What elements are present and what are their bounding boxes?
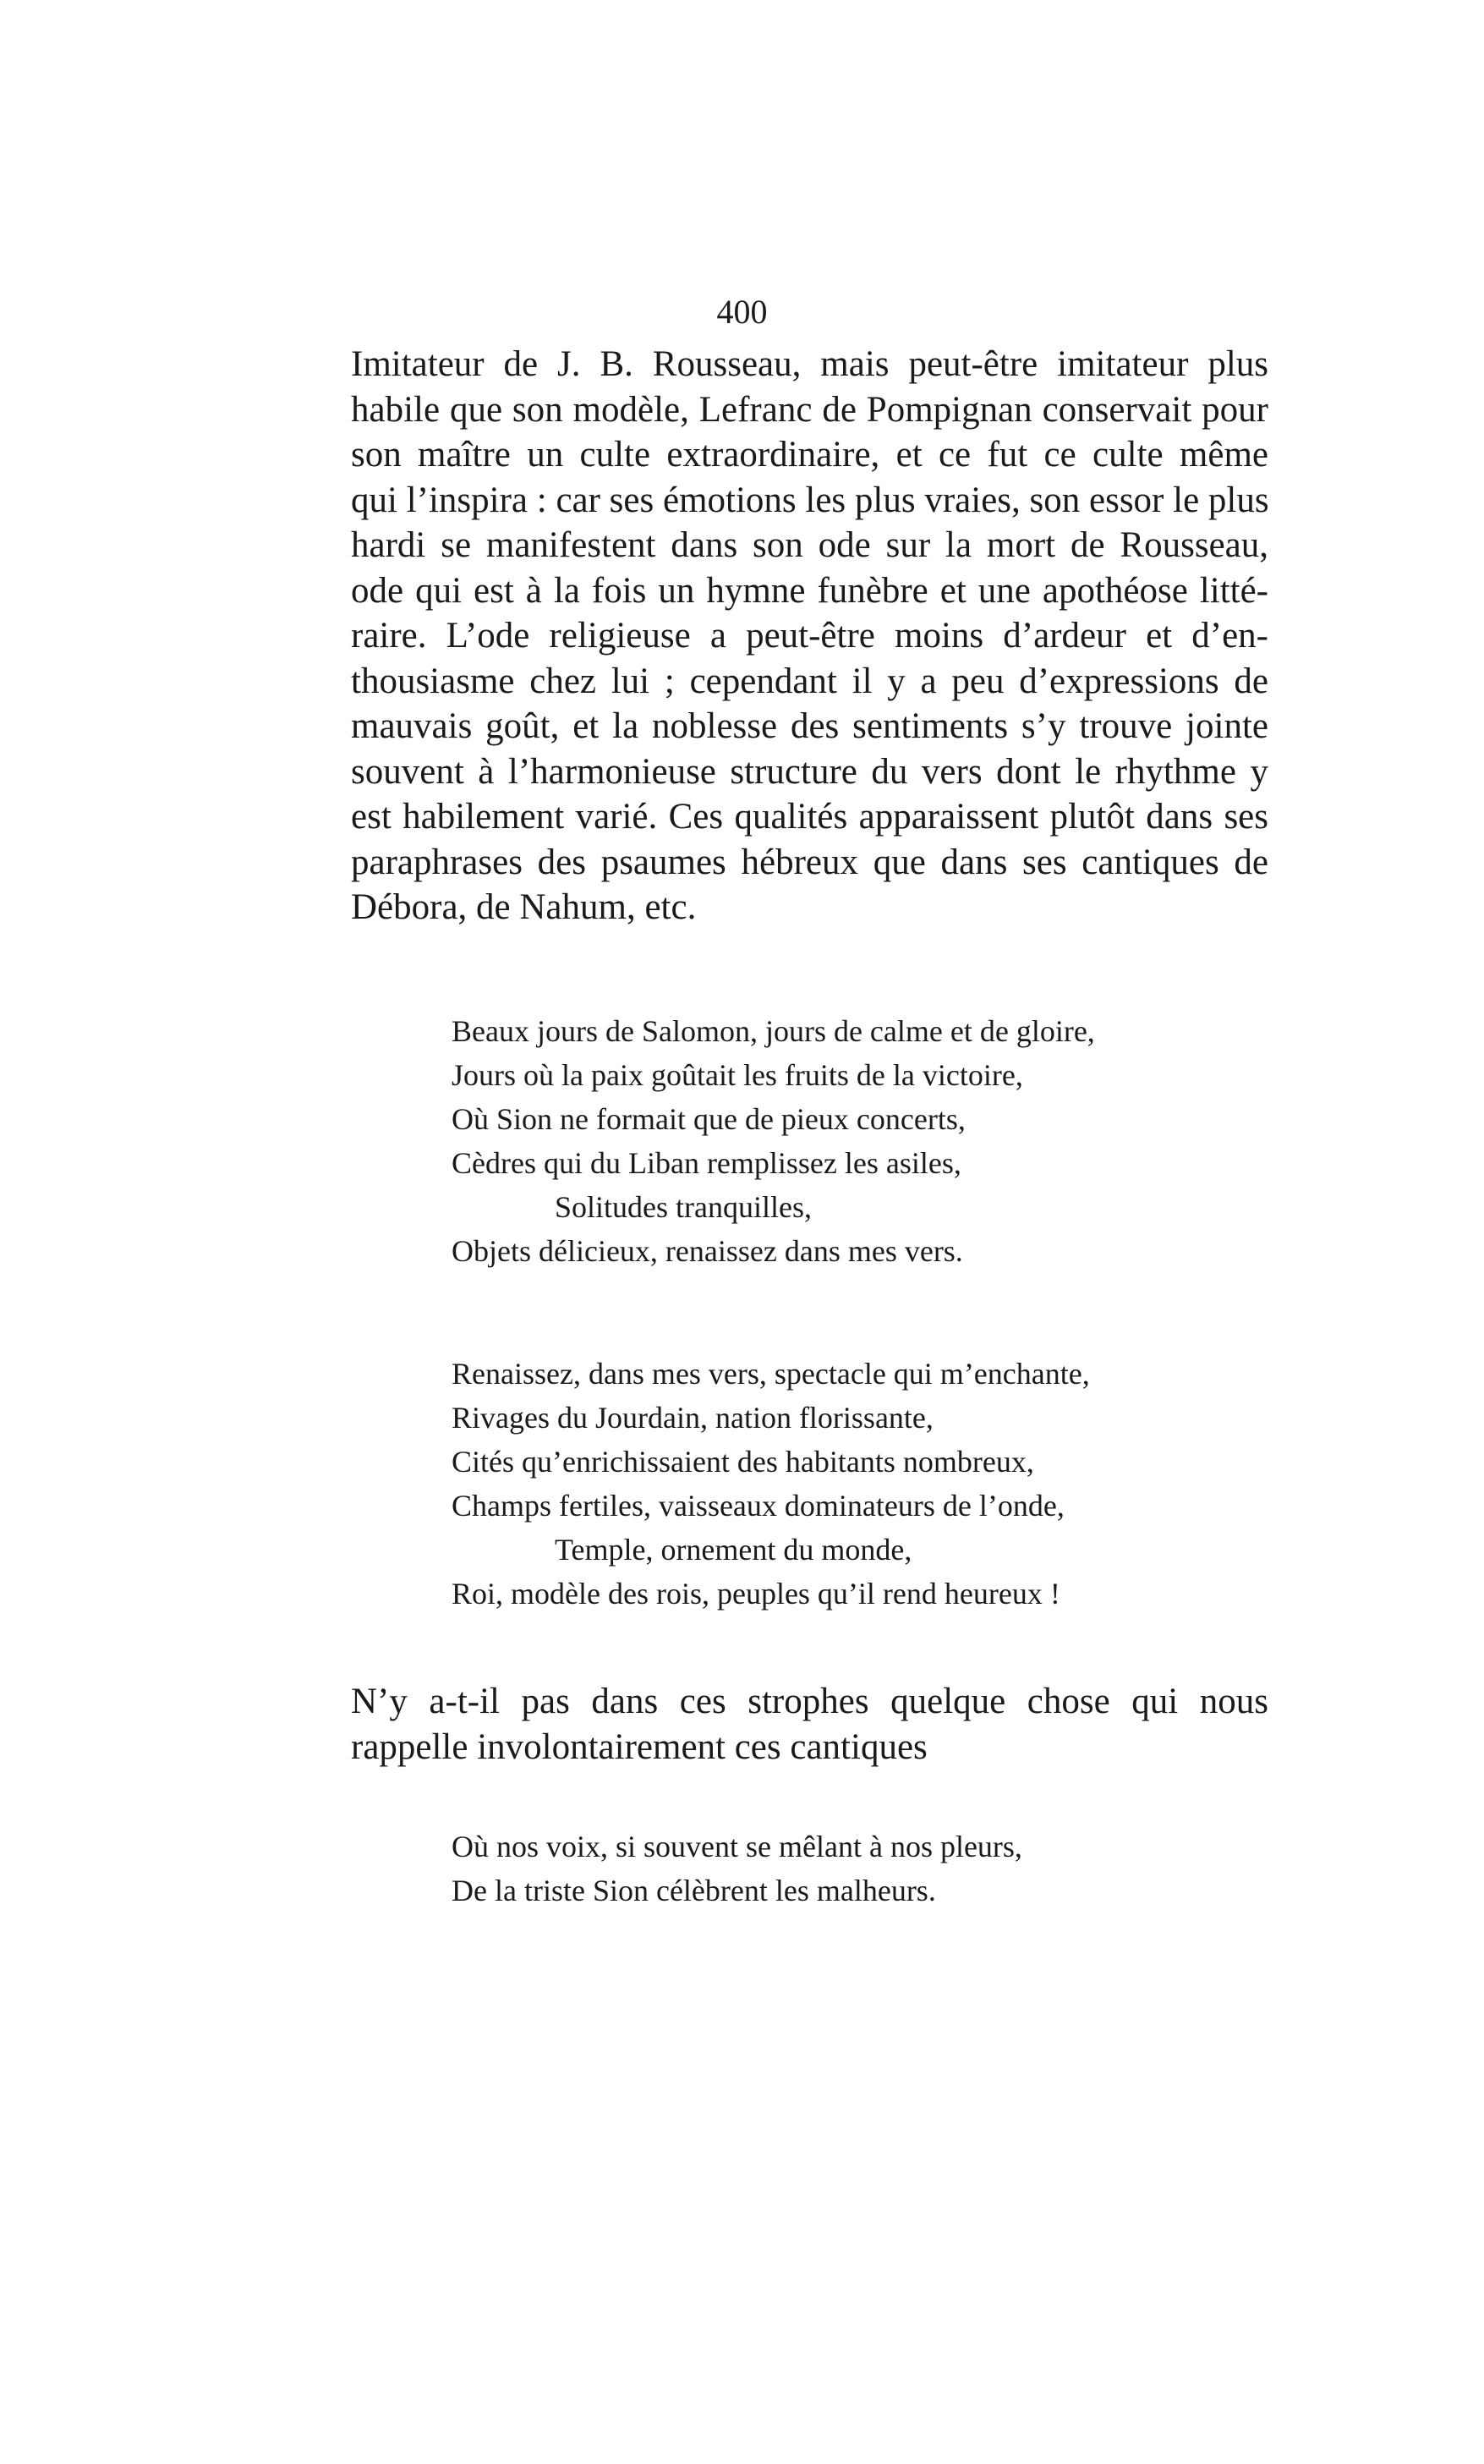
text-line: qui l’inspira : car ses émotions les plus vraies, son essor le plus [351, 480, 1269, 520]
text-line: hardi se manifestent dans son ode sur la mort de Rousseau, [351, 525, 1268, 565]
verse-line: Jours où la paix goûtait les fruits de la victoire, [452, 1058, 1023, 1092]
verse-line: Objets délicieux, renaissez dans mes vers. [452, 1234, 963, 1268]
text-line: mauvais goût, et la noblesse des sentiments s’y trouve jointe [351, 706, 1268, 746]
verse-line: Cèdres qui du Liban remplissez les asiles, [452, 1146, 961, 1180]
paragraph-strophes-question [351, 1679, 1268, 1770]
text-line: Débora, de Nahum, etc. [351, 887, 697, 927]
text-line: son maître un culte extraordinaire, et ce fut ce culte même [351, 435, 1268, 475]
text-line: souvent à l’harmonieuse structure du vers dont le rhythme y [351, 751, 1268, 792]
text-line: rappelle involontairement ces cantiques [351, 1726, 928, 1767]
verse-line: Solitudes tranquilles, [555, 1190, 812, 1224]
verse-line: Beaux jours de Salomon, jours de calme et de gloire, [452, 1014, 1095, 1048]
verse-line: Roi, modèle des rois, peuples qu’il rend heureux ! [452, 1577, 1060, 1611]
text-line: N’y a-t-il pas dans ces strophes quelque chose qui nous [351, 1682, 1268, 1721]
poem-stanza-1 [452, 1009, 1095, 1273]
page-number: 400 [716, 293, 768, 331]
text-line: Imitateur de J. B. Rousseau, mais peut-être imitateur plus [351, 344, 1268, 384]
paragraph-lefranc-de-pompignan [351, 342, 1268, 930]
text-line: habile que son modèle, Lefranc de Pompignan conservait pour [351, 389, 1268, 430]
text-line: paraphrases des psaumes hébreux que dans ses cantiques de [351, 842, 1268, 882]
verse-line: Où nos voix, si souvent se mêlant à nos pleurs, [452, 1830, 1022, 1863]
verse-line: Temple, ornement du monde, [555, 1533, 912, 1567]
text-line: raire. L’ode religieuse a peut-être moins d’ardeur et d’en- [351, 616, 1268, 656]
text-line: est habilement varié. Ces qualités apparaissent plutôt dans ses [351, 797, 1268, 837]
text-line: thousiasme chez lui ; cependant il y a peu d’expressions de [351, 661, 1268, 701]
poem-stanza-2 [452, 1352, 1090, 1616]
verse-line: Rivages du Jourdain, nation florissante, [452, 1401, 934, 1435]
verse-line: De la triste Sion célèbrent les malheurs. [452, 1874, 936, 1907]
verse-line: Où Sion ne formait que de pieux concerts, [452, 1102, 966, 1136]
verse-line: Champs fertiles, vaisseaux dominateurs de l’onde, [452, 1489, 1065, 1523]
verse-line: Renaissez, dans mes vers, spectacle qui m’enchante, [452, 1357, 1090, 1391]
verse-line: Cités qu’enrichissaient des habitants nombreux, [452, 1445, 1034, 1479]
text-line: ode qui est à la fois un hymne funèbre et une apothéose litté- [351, 570, 1268, 611]
poem-quotation [452, 1825, 1022, 1912]
